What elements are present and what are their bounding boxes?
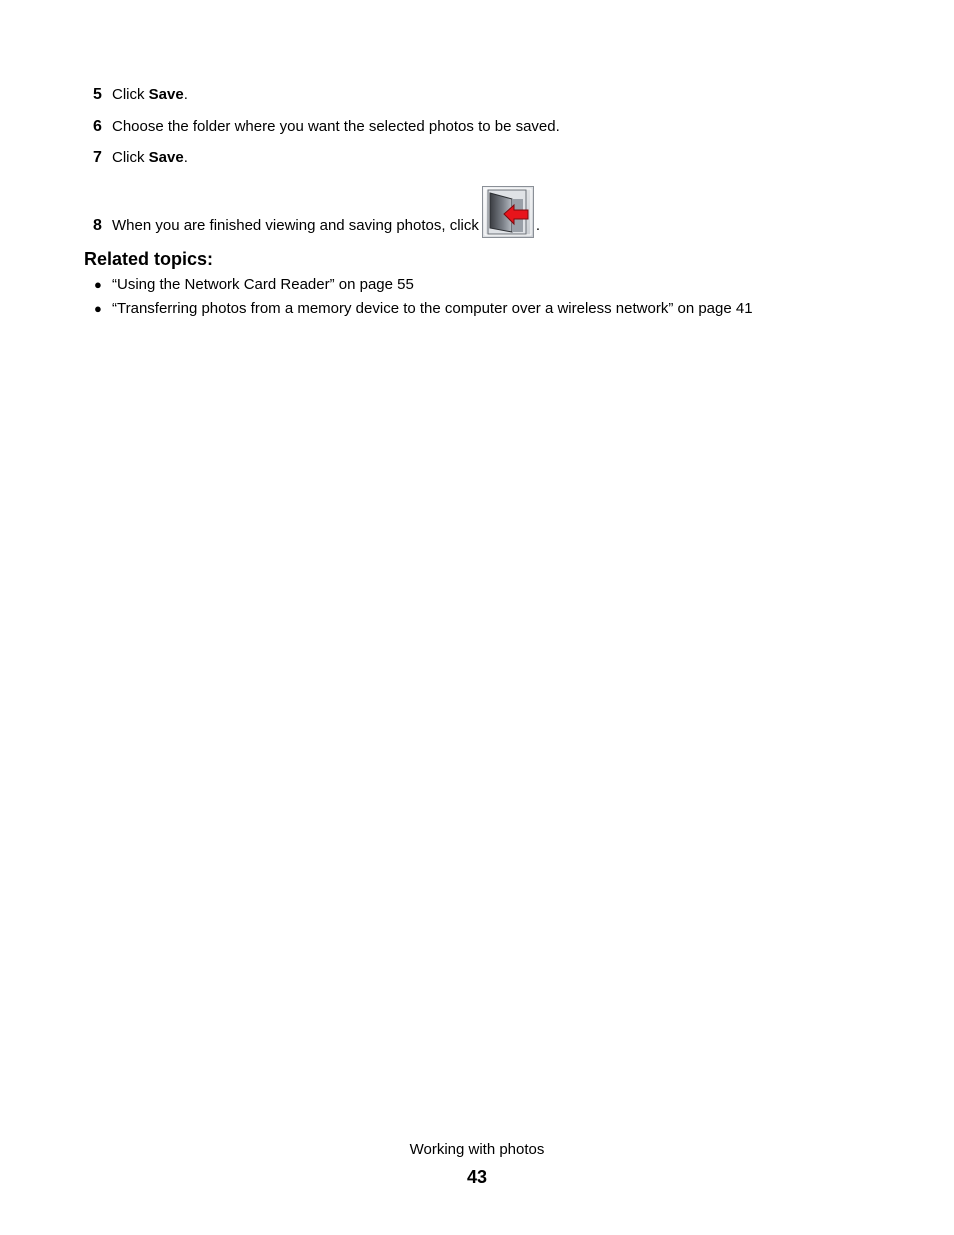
step-punct: . [183, 149, 188, 166]
step-text: Click [112, 149, 149, 166]
related-topic-link[interactable]: “Transferring photos from a memory device to the computer over a wireless network” on page 41 [112, 300, 753, 317]
footer-section-title: Working with photos [409, 1141, 545, 1158]
step-number: 8 [93, 217, 102, 234]
step-text: Click [112, 86, 149, 103]
exit-door-arrow-icon [482, 186, 534, 238]
related-topics-heading: Related topics: [84, 249, 214, 269]
bullet-icon: ● [94, 277, 102, 292]
step-text: Choose the folder where you want the selected photos to be saved. [112, 118, 560, 135]
step-5 [93, 86, 188, 104]
step-text: When you are finished viewing and saving photos, click [112, 217, 479, 234]
bullet-icon: ● [94, 301, 102, 316]
step-8 [93, 183, 540, 235]
save-label: Save [148, 149, 184, 166]
list-item [94, 276, 753, 300]
step-number: 6 [93, 118, 102, 135]
step-punct: . [183, 86, 188, 103]
related-topic-link[interactable]: “Using the Network Card Reader” on page 55 [112, 276, 414, 293]
step-7 [93, 149, 188, 167]
page-number: 43 [466, 1167, 488, 1187]
related-topics-list [94, 276, 753, 324]
step-6 [93, 118, 560, 136]
step-punct: . [535, 217, 541, 234]
step-number: 5 [93, 86, 102, 103]
save-label: Save [148, 86, 184, 103]
step-number: 7 [93, 149, 102, 166]
list-item [94, 300, 753, 324]
